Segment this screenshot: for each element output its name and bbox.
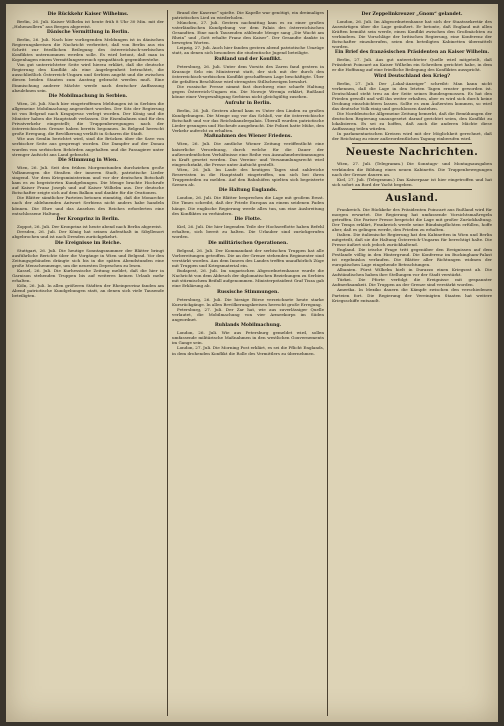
article-headline: Ruhlands Mobilmachung. bbox=[214, 323, 282, 329]
column-1 bbox=[12, 10, 164, 716]
article-paragraph: Kiel, 26. Juli. Die hier liegenden Teile der Hochseeflotte haben Befehl erhalten, sich bereit zu halten. Die Urlauber sind zurückgerufen worden. bbox=[172, 224, 324, 240]
article-paragraph: Wien, 27. Juli. (Telegramm.) Die Sonntags- und Montagsausgaben verkünden die Bildung eines neuen Kabinetts. Die Truppenbewegungen nach der Grenze dauern an. bbox=[332, 161, 492, 177]
article-headline: Wird Deutschland den Krieg? bbox=[373, 73, 451, 79]
section-divider bbox=[352, 143, 472, 144]
article-paragraph: Berlin, 26. Juli. Nach hier vorliegenden Meldungen ist in dänischen Regierungskreisen die Nachricht verbreitet, daß von Berlin aus ein Schritt zur friedlichen Beilegung des österreichisch-serbischen Konfliktes unternommen werden solle. Es wird betont, daß man in Kopenhagen einem Vermittlungsversuch sympathisch gegenüberstehe. bbox=[12, 37, 164, 63]
article-paragraph: Die russische Presse nimmt fast durchweg eine scharfe Haltung gegen Österreich-Ungarn ein. Die Nowoje Wremja erklärt, Rußland könne einer Vergewaltigung Serbiens nicht gleichgültig zusehen. bbox=[172, 84, 324, 100]
article-paragraph: Wien, 26. Juli. Die amtliche Wiener Zeitung veröffentlicht eine kaiserliche Verordnung, durch welche für die Dauer der außerordentlichen Verhältnisse eine Reihe von Ausnahmebestimmungen in Kraft gesetzt werden. Das Vereins- und Versammlungsrecht wird eingeschränkt, die Presse unter Aufsicht gestellt. bbox=[172, 141, 324, 167]
article-paragraph: London, 26. Juli. Die Blätter besprechen die Lage mit großem Ernst. Die Times schreibt, daß der Friede Europas an einem seidenen Faden hänge. Die englische Regierung werde alles tun, um eine Ausbreitung des Konfliktes zu verhindern. bbox=[172, 195, 324, 216]
article-paragraph: München, 27. Juli. Gestern nachmittag kam es zu einer großen vaterländischen Kundgebung vor dem Palais des österreichischen Gesandten. Eine nach Tausenden zählende Menge sang „Die Wacht am Rhein“ und „Gott erhalte Franz den Kaiser“. Der Gesandte dankte in bewegten Worten. bbox=[172, 20, 324, 46]
column-rule bbox=[327, 10, 328, 716]
article-paragraph: Dresden, 26. Juli. Der König hat seinen Aufenthalt in Sibyllenort abgebrochen und ist nach Dresden zurückgekehrt. bbox=[12, 229, 164, 240]
newspaper-page bbox=[6, 4, 498, 722]
article-headline: Die Mobilmachung in Serbien. bbox=[48, 94, 128, 100]
article-paragraph: Wien, 26. Juli. Seit den frühen Morgenstunden durchziehen große Volksmengen die Straßen der inneren Stadt, patriotische Lieder singend. Vor dem Kriegsministerium und vor der deutschen Botschaft kam es zu begeisterten Kundgebungen. Die Menge brachte Hochrufe auf Kaiser Franz Joseph und auf Kaiser Wilhelm aus. Der deutsche Botschafter zeigte sich auf dem Balkon und dankte für die Ovationen. bbox=[12, 165, 164, 196]
article-paragraph: Berlin, 27. Juli. Aus gut unterrichteter Quelle wird mitgeteilt, daß Präsident Poincaré an Kaiser Wilhelm ein Schreiben gerichtet habe, in dem er die Hoffnung auf eine friedliche Beilegung des Konfliktes ausspricht. bbox=[332, 57, 492, 73]
article-paragraph: Leipzig, 27. Juli. Auch hier fanden gestern abend patriotische Umzüge statt, an denen sich besonders die studentische Jugend beteiligte. bbox=[172, 45, 324, 56]
section-heading: Neueste Nachrichten. bbox=[345, 147, 479, 159]
article-headline: Maßnahmen des Wiener Friedens. bbox=[203, 134, 293, 140]
column-rule bbox=[167, 10, 168, 716]
article-headline: Die Rückkehr Kaiser Wilhelms. bbox=[47, 11, 129, 17]
article-paragraph: Wie aus Semlin berichtet wird, sind die Brücken über die Save von serbischer Seite aus gesprengt worden. Die Dampfer auf der Donau wurden von serbischen Behörden angehalten und die Passagiere unter strenger Aufsicht ans Land gebracht. bbox=[12, 136, 164, 157]
article-headline: Aufruhr in Berlin. bbox=[224, 100, 272, 106]
column-2 bbox=[172, 10, 324, 716]
section-divider bbox=[352, 189, 472, 190]
article-paragraph: Albanien. Fürst Wilhelm hielt in Durazzo einen Kriegsrat ab. Die Aufständischen haben ihre Stellungen vor der Stadt verstärkt. bbox=[332, 267, 492, 278]
article-headline: Rußland und der Konflikt. bbox=[214, 56, 282, 62]
article-paragraph: Petersburg, 26. Juli. Unter dem Vorsitz des Zaren fand gestern in Krasnoje Selo ein Ministerrat statt, der sich mit der durch den österreichisch-serbischen Konflikt geschaffenen Lage beschäftigte. Über die gefaßten Beschlüsse wird strengstes Stillschweigen bewahrt. bbox=[172, 63, 324, 85]
article-paragraph: Kassel, 26. Juli. Die Kurhessische Zeitung meldet, daß die hier in Garnison stehenden Truppen bis auf weiteres keinen Urlaub mehr erhalten. bbox=[12, 267, 164, 284]
article-headline: Dänische Vermittlung in Berlin. bbox=[46, 30, 130, 36]
article-headline: Die Flotte. bbox=[234, 217, 262, 223]
column-3 bbox=[332, 10, 492, 716]
article-paragraph: Berlin, 26. Juli. Gestern abend kam es Unter den Linden zu großen Kundgebungen. Die Menge zog vor das Schloß, vor die österreichische Botschaft und vor das Reichskanzlerpalais. Überall wurden patriotische Lieder gesungen und Hochrufe ausgebracht. Die Polizei hatte Mühe, den Verkehr aufrecht zu erhalten. bbox=[172, 107, 324, 133]
article-paragraph: London, 27. Juli. Die Morning Post erklärt, es sei die Pflicht Englands, in dem drohenden Konflikt die Rolle des Vermittlers zu übernehmen. bbox=[172, 345, 324, 356]
article-paragraph: Petersburg, 26. Juli. Die hiesige Börse verzeichnete heute starke Kursrückgänge. In allen Bevölkerungskreisen herrscht große Erregung. bbox=[172, 296, 324, 307]
article-paragraph: Köln, 26. Juli. In allen größeren Städten der Rheinprovinz fanden am Abend patriotische Kundgebungen statt, an denen sich viele Tausende beteiligten. bbox=[12, 283, 164, 299]
article-paragraph: Berlin, 27. Juli. Der „Lokal-Anzeiger“ schreibt: Man kann nicht verkennen, daß die Lage in den letzten Tagen ernster geworden ist. Deutschland steht treu an der Seite seines Bundesgenossen. Es hat den Frieden gewollt und will ihn weiter erhalten, aber es wird sich durch keine Drohung einschüchtern lassen. Sollte es zum Äußersten kommen, so wird das deutsche Volk einig und geschlossen dastehen. bbox=[332, 80, 492, 112]
article-headline: Die Ereignisse im Reiche. bbox=[54, 240, 122, 246]
section-heading: Ausland. bbox=[385, 192, 439, 204]
article-paragraph: Türkei. Die Pforte verfolgt die Ereignisse mit gespannter Aufmerksamkeit. Die Truppen an der Grenze sind verstärkt worden. bbox=[332, 277, 492, 288]
article-paragraph: Amerika. In Mexiko dauern die Kämpfe zwischen den verschiedenen Parteien fort. Die Regierung der Vereinigten Staaten hat weitere Kriegsschiffe entsandt. bbox=[332, 287, 492, 303]
article-paragraph: Die Norddeutsche Allgemeine Zeitung bemerkt, daß die Bemühungen der deutschen Regierung unausgesetzt darauf gerichtet seien, den Konflikt zu lokalisieren. Es sei zu hoffen, daß auch die anderen Mächte diese Auffassung teilen würden. bbox=[332, 111, 492, 132]
article-headline: Russische Stimmungen. bbox=[217, 289, 279, 295]
article-paragraph: Stuttgart, 26. Juli. Die heutige Sonntagsnummer der Blätter bringt ausführliche Berichte über die Vorgänge in Wien und Belgrad. Vor den Zeitungsgebäuden drängte sich bis in die späten Abendstunden eine große Menschenmenge, um die neuesten Depeschen zu lesen. bbox=[12, 247, 164, 268]
article-paragraph: Zoppot, 26. Juli. Der Kronprinz ist heute abend nach Berlin abgereist. bbox=[17, 224, 163, 230]
article-paragraph: Italien. Die italienische Regierung hat den Kabinetten in Wien und Berlin mitgeteilt, daß sie die Haltung Österreich-Ungarns für berechtigt halte. Die Presse äußert sich jedoch zurückhaltend. bbox=[332, 231, 492, 248]
article-paragraph: England. Die irische Frage tritt gegenüber den Ereignissen auf dem Festlande völlig in den Hintergrund. Die Konferenz im Buckingham-Palast ist ergebnislos verlaufen. Die Blätter aller Richtungen widmen der europäischen Lage eingehende Betrachtungen. bbox=[332, 247, 492, 268]
article-paragraph: Wien, 26. Juli. Nach hier eingetroffenen Meldungen ist in Serbien die allgemeine Mobilmachung angeordnet worden. Der Sitz der Regierung ist von Belgrad nach Kragujevac verlegt worden. Der König und die Minister haben die Hauptstadt verlassen. Die Eisenbahnen sind für den Privatverkehr eingestellt; die Truppenbewegungen nach der österreichischen Grenze haben bereits begonnen. In Belgrad herrscht große Erregung, die Bevölkerung verläßt in Scharen die Stadt. bbox=[12, 101, 164, 137]
article-headline: Die Haltung Englands. bbox=[218, 188, 278, 194]
article-paragraph: In parlamentarischen Kreisen wird mit der Möglichkeit gerechnet, daß der Reichstag zu einer außerordentlichen Tagung einberufen wird. bbox=[332, 131, 492, 142]
article-headline: Die militärischen Operationen. bbox=[208, 240, 288, 246]
article-paragraph: Belgrad, 26. Juli. Der Kommandant der serbischen Truppen hat alle Vorbereitungen getroffen. Die an der Grenze stehenden Regimenter sind verstärkt worden. Aus dem Innern des Landes treffen unaufhörlich Züge mit Truppen und Kriegsmaterial ein. bbox=[172, 247, 324, 268]
article-paragraph: Von gut unterrichteter Seite wird hierzu erklärt, daß die deutsche Regierung den Konflikt als eine Angelegenheit betrachtet, die ausschließlich Österreich-Ungarn und Serbien angeht und die zwischen diesen beiden Staaten zum Austrag gebracht werden muß. Eine Einmischung anderer Mächte werde nach deutscher Auffassung abzulehnen sein. bbox=[12, 62, 164, 93]
article-paragraph: Petersburg, 27. Juli. Der Zar hat, wie aus zuverlässiger Quelle verlautet, die Mobilmachung von vier Armeekorps im Süden angeordnet. bbox=[172, 306, 324, 322]
article-paragraph: London, 26. Juli. Wie aus Petersburg gemeldet wird, sollen umfassende militärische Maßnahmen in den westlichen Gouvernements im Gange sein. bbox=[172, 330, 324, 346]
article-paragraph: Kiel, 27. Juli. (Telegramm.) Das Kaiserpaar ist hier eingetroffen und hat sich sofort an Bord der Yacht begeben. bbox=[332, 176, 492, 187]
article-paragraph: Frankreich. Die Rückkehr des Präsidenten Poincaré aus Rußland wird für morgen erwartet. Die Regierung hat umfassende Vorsichtsmaßregeln getroffen. Die Pariser Presse bespricht die Lage mit großer Zurückhaltung. Der Temps erklärt, Frankreich werde seine Bündnispflichten erfüllen, hoffe aber, daß es gelingen werde, den Frieden zu erhalten. bbox=[332, 206, 492, 232]
article-paragraph: Budapest, 26. Juli. Im ungarischen Abgeordnetenhause wurde die Nachricht von dem Abbruch der diplomatischen Beziehungen zu Serbien mit stürmischem Beifall aufgenommen. Ministerpräsident Graf Tisza gab eine Erklärung ab. bbox=[172, 267, 324, 289]
article-paragraph: Wien, 26. Juli. Im Laufe des heutigen Tages sind zahlreiche Reservisten in die Hauptstadt eingetroffen, um sich bei ihren Truppenteilen zu melden. Auf den Bahnhöfen spielten sich begeisterte Szenen ab. bbox=[172, 166, 324, 187]
article-headline: Ein Brief des französischen Präsidenten an Kaiser Wilhelm. bbox=[334, 50, 490, 56]
article-paragraph: London, 26. Juli. Im Abgeordnetenhause hat sich der Staatssekretär des Auswärtigen über die Lage geäußert. Er betonte, daß England mit allen Kräften bemüht sein werde, einen Konflikt zwischen den Großmächten zu verhindern. Die Vorschläge der britischen Regierung, eine Konferenz der Botschafter einzuberufen, seien den beteiligten Kabinetten übermittelt worden. bbox=[332, 18, 492, 49]
article-headline: Die Stimmung in Wien. bbox=[57, 158, 119, 164]
article-paragraph: Die Blätter sämtlicher Parteien betonen einmütig, daß die Monarchie nach der ablehnenden Antwort Serbiens nicht anders habe handeln können. Die Ehre und das Ansehen des Reiches erforderten eine entschlossene Haltung. bbox=[12, 195, 164, 216]
article-paragraph: Brand der Kaserne“ spielte. Die Kapelle war genötigt, ein dreimaliges patriotisches Lied zu wiederholen. bbox=[172, 10, 324, 21]
article-paragraph: Berlin, 26. Juli. Kaiser Wilhelm ist heute früh 8 Uhr 30 Min. mit der „Hohenzollern“ aus Bergen abgereist. bbox=[12, 18, 164, 29]
article-headline: Der Zeppelinkreuzer „Gnom“ gelandet. bbox=[361, 11, 463, 17]
article-headline: Der Kronprinz in Berlin. bbox=[56, 217, 120, 223]
